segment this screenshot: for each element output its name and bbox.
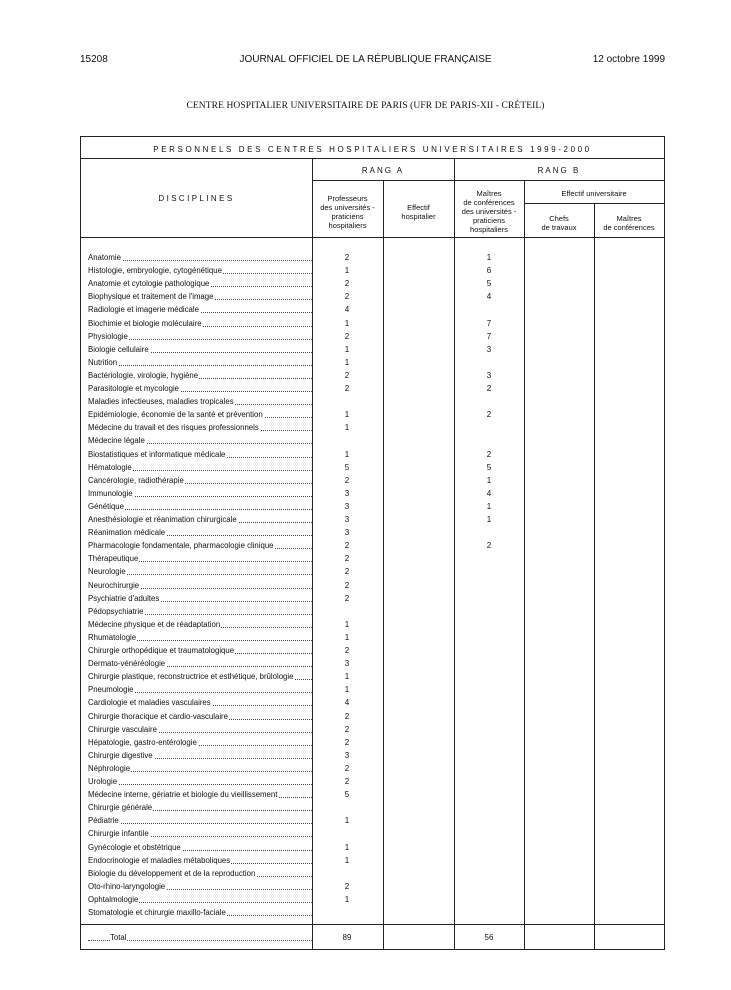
table-row <box>88 906 312 919</box>
discipline-label: Histologie, embryologie, cytogénétique <box>88 266 222 276</box>
table-row <box>88 356 312 369</box>
table-row <box>88 369 312 382</box>
table-row <box>88 290 312 303</box>
mcu-ph-value <box>479 723 499 736</box>
professeurs-header <box>312 194 383 230</box>
discipline-label: Chirurgie thoracique et cardio-vasculaire <box>88 711 228 721</box>
table-row <box>88 736 312 749</box>
mcu-ph-value <box>479 552 499 565</box>
table-row <box>88 644 312 657</box>
mcu-ph-value: 4 <box>486 292 492 302</box>
pu-ph-value: 2 <box>344 370 350 380</box>
col-divider-1 <box>312 158 313 949</box>
pu-ph-value <box>337 434 357 447</box>
table-row <box>88 421 312 434</box>
pu-ph-value: 3 <box>344 750 350 760</box>
table-row <box>88 382 312 395</box>
pu-ph-value: 1 <box>344 855 350 865</box>
mcu-ph-value: 1 <box>486 253 492 262</box>
maitres-conf-ph-header <box>454 189 524 234</box>
discipline-label: Nutrition <box>88 357 118 367</box>
pu-ph-value: 2 <box>344 881 350 891</box>
pu-ph-value: 2 <box>344 331 350 341</box>
discipline-label: Hématologie <box>88 462 132 472</box>
professeurs-header-line: hospitaliers <box>328 221 367 230</box>
mcu-ph-value <box>479 670 499 683</box>
pu-ph-value: 1 <box>344 685 350 695</box>
mcu-ph-value <box>479 788 499 801</box>
professeurs-header-line: praticiens <box>331 212 364 221</box>
publication-date: 12 octobre 1999 <box>592 54 665 65</box>
pu-ph-value: 1 <box>344 344 350 354</box>
pu-ph-value: 1 <box>344 672 350 682</box>
discipline-label: Ophtalmologie <box>88 894 139 904</box>
mcu-ph-value: 3 <box>486 344 492 354</box>
pu-ph-value <box>337 867 357 880</box>
pu-ph-value: 1 <box>344 266 350 276</box>
mcu-ph-value <box>479 841 499 854</box>
document-subtitle: CENTRE HOSPITALIER UNIVERSITAIRE DE PARIS (UFR DE PARIS-XII - CRÉTEIL) <box>186 101 545 111</box>
discipline-label: Chirurgie orthopédique et traumatologique <box>88 646 235 655</box>
pu-ph-value: 2 <box>344 724 350 734</box>
mcu-ph-value <box>479 579 499 592</box>
col-divider-2 <box>383 180 384 949</box>
discipline-label: Pédopsychiatrie <box>88 606 144 616</box>
discipline-label: Réanimation médicale <box>88 528 166 538</box>
mcu-ph-value: 1 <box>486 501 492 511</box>
total-mcu-ph: 56 <box>484 933 494 942</box>
pu-ph-value: 1 <box>344 632 350 642</box>
pu-ph-value <box>337 605 357 618</box>
discipline-label: Hépatologie, gastro-entérologie <box>88 737 197 747</box>
mcu-ph-value: 3 <box>486 370 492 380</box>
total-pu-ph: 89 <box>342 933 352 942</box>
pu-ph-value: 2 <box>344 711 350 721</box>
pu-ph-value: 5 <box>344 462 350 472</box>
mcu-ph-value <box>479 592 499 605</box>
discipline-label: Chirurgie plastique, reconstructrice et esthétique, brûlologie <box>88 672 294 682</box>
discipline-label: Neurologie <box>88 567 126 577</box>
pu-ph-value: 2 <box>344 763 350 773</box>
pu-ph-value: 2 <box>344 593 350 603</box>
table-row <box>88 749 312 762</box>
maitres-conferences-header <box>594 214 664 232</box>
discipline-label: Dermato-vénéréologie <box>88 659 166 669</box>
effectif-hospitalier-header-line: Effectif <box>407 203 430 212</box>
discipline-label: Chirurgie générale <box>88 803 153 813</box>
total-divider <box>81 924 664 925</box>
pu-ph-value: 1 <box>344 619 350 629</box>
total-label: Total <box>110 933 127 942</box>
pu-ph-value <box>337 801 357 814</box>
rang-divider <box>312 180 664 181</box>
table-row <box>88 762 312 775</box>
pu-ph-value: 1 <box>344 894 350 904</box>
table-row <box>88 526 312 539</box>
maitres-conferences-header-line: Maîtres <box>616 214 642 223</box>
discipline-label: Chirurgie vasculaire <box>88 724 157 734</box>
mcu-ph-value <box>479 565 499 578</box>
mcu-ph-value <box>479 906 499 919</box>
table-row <box>88 801 312 814</box>
discipline-label: Radiologie et imagerie médicale <box>88 305 199 315</box>
mcu-ph-value: 2 <box>486 449 492 459</box>
pu-ph-value: 1 <box>344 410 350 420</box>
mcu-ph-value: 6 <box>486 266 492 276</box>
discipline-label: Biologie du développement et de la reproduction <box>88 868 256 878</box>
maitres-conferences-header-line: de conférences <box>603 223 655 232</box>
discipline-label: Pharmacologie fondamentale, pharmacologie clinique <box>88 541 274 551</box>
disciplines-header: DISCIPLINES <box>158 194 235 203</box>
table-row <box>88 552 312 565</box>
mcu-ph-value: 7 <box>486 318 492 328</box>
mcu-ph-value <box>479 356 499 369</box>
pu-ph-value: 4 <box>344 698 350 708</box>
pu-ph-value: 2 <box>344 580 350 590</box>
pu-ph-value: 3 <box>344 528 350 538</box>
mcu-ph-value <box>479 801 499 814</box>
mcu-ph-value <box>479 303 499 316</box>
chefs-travaux-header <box>524 214 594 232</box>
pu-ph-value: 2 <box>344 777 350 786</box>
maitres-conf-ph-header-line: hospitaliers <box>470 225 508 234</box>
pu-ph-value: 2 <box>344 292 350 302</box>
pu-ph-value: 2 <box>344 475 350 485</box>
maitres-conf-ph-header-line: praticiens <box>472 216 506 225</box>
mcu-ph-value: 5 <box>486 462 492 472</box>
discipline-label: Neurochirurgie <box>88 580 140 590</box>
discipline-label: Pneumologie <box>88 685 134 695</box>
mcu-ph-value <box>479 434 499 447</box>
pu-ph-value: 2 <box>344 554 350 564</box>
total-row-label <box>88 931 312 944</box>
col-divider-5 <box>594 203 595 949</box>
pu-ph-value: 3 <box>344 659 350 669</box>
mcu-ph-value: 2 <box>486 384 492 393</box>
discipline-label: Thérapeutique <box>88 554 139 564</box>
discipline-label: Biologie cellulaire <box>88 344 149 354</box>
title-divider <box>81 158 664 159</box>
pu-ph-value <box>337 906 357 919</box>
mcu-ph-value <box>479 867 499 880</box>
discipline-label: Psychiatrie d'adultes <box>88 593 160 603</box>
table-row <box>88 827 312 840</box>
discipline-label: Pédiatrie <box>88 816 119 826</box>
discipline-label: Rhumatologie <box>88 632 137 642</box>
mcu-ph-value: 2 <box>486 541 492 551</box>
table-row <box>88 579 312 592</box>
mcu-ph-value: 2 <box>486 410 492 420</box>
pu-ph-value: 1 <box>344 449 350 459</box>
mcu-ph-value: 1 <box>486 515 492 524</box>
table-row <box>88 605 312 618</box>
mcu-ph-value <box>479 657 499 670</box>
pu-ph-value <box>337 395 357 408</box>
mcu-ph-value <box>479 696 499 709</box>
mcu-ph-value <box>479 854 499 867</box>
discipline-label: Biophysique et traitement de l'image <box>88 292 214 302</box>
mcu-ph-value: 7 <box>486 331 492 341</box>
table-row <box>88 330 312 343</box>
table-title: PERSONNELS DES CENTRES HOSPITALIERS UNIVERSITAIRES 1999-2000 <box>153 145 592 154</box>
table-row <box>88 683 312 696</box>
pu-ph-value: 1 <box>344 816 350 826</box>
table-row <box>88 592 312 605</box>
discipline-label: Gynécologie et obstétrique <box>88 842 181 852</box>
discipline-label: Anatomie <box>88 253 121 262</box>
mcu-ph-value: 4 <box>486 488 492 498</box>
pu-ph-value: 1 <box>344 357 350 367</box>
discipline-label: Chirurgie infantile <box>88 829 149 839</box>
pu-ph-value: 2 <box>344 279 350 289</box>
table-row <box>88 854 312 867</box>
discipline-label: Cancérologie, radiothérapie <box>88 475 184 485</box>
page-number: 15208 <box>80 54 108 65</box>
table-row <box>88 565 312 578</box>
mcu-ph-value <box>479 395 499 408</box>
mcu-ph-value <box>479 605 499 618</box>
discipline-label: Bactériologie, virologie, hygiène <box>88 370 199 380</box>
table-row <box>88 657 312 670</box>
discipline-label: Biochimie et biologie moléculaire <box>88 318 202 328</box>
mcu-ph-value: 1 <box>486 475 492 485</box>
effectif-hospitalier-header-line: hospitalier <box>401 212 436 221</box>
table-row <box>88 841 312 854</box>
rang-b-header: RANG B <box>537 166 581 175</box>
discipline-label: Epidémiologie, économie de la santé et prévention <box>88 410 263 420</box>
pu-ph-value: 3 <box>344 488 350 498</box>
col-divider-4 <box>524 180 525 949</box>
maitres-conf-ph-header-line: Maîtres <box>476 189 502 198</box>
pu-ph-value: 4 <box>344 305 350 315</box>
effectif-univ-divider <box>524 203 664 204</box>
pu-ph-value: 1 <box>344 423 350 433</box>
discipline-label: Stomatologie et chirurgie maxillo-faciale <box>88 908 226 917</box>
discipline-label: Endocrinologie et maladies métaboliques <box>88 855 231 865</box>
professeurs-header-line: des universités - <box>320 203 375 212</box>
table-row <box>88 723 312 736</box>
rang-a-header: RANG A <box>361 166 405 175</box>
chefs-travaux-header-line: Chefs <box>549 214 569 223</box>
table-row <box>88 710 312 723</box>
table-row <box>88 631 312 644</box>
mcu-ph-value <box>479 631 499 644</box>
discipline-label: Néphrologie <box>88 763 131 773</box>
effectif-universitaire-header: Effectif universitaire <box>561 189 627 198</box>
table-row <box>88 867 312 880</box>
table-row <box>88 893 312 906</box>
mcu-ph-value <box>479 880 499 893</box>
pu-ph-value: 3 <box>344 501 350 511</box>
table-row <box>88 788 312 801</box>
table-row <box>88 343 312 356</box>
professeurs-header-line: Professeurs <box>327 194 368 203</box>
chefs-travaux-header-line: de travaux <box>541 223 577 232</box>
table-row <box>88 448 312 461</box>
pu-ph-value <box>337 827 357 840</box>
discipline-label: Anesthésiologie et réanimation chirurgicale <box>88 515 237 524</box>
pu-ph-value: 2 <box>344 737 350 747</box>
discipline-label: Médecine interne, gériatrie et biologie du vieillissement <box>88 790 278 800</box>
pu-ph-value: 1 <box>344 842 350 852</box>
mcu-ph-value <box>479 814 499 827</box>
table-row <box>88 461 312 474</box>
table-row <box>88 880 312 893</box>
pu-ph-value: 1 <box>344 318 350 328</box>
mcu-ph-value <box>479 683 499 696</box>
table-row <box>88 539 312 552</box>
table-row <box>88 500 312 513</box>
table-row <box>88 513 312 526</box>
table-row <box>88 670 312 683</box>
mcu-ph-value <box>479 749 499 762</box>
discipline-label: Immunologie <box>88 488 133 498</box>
discipline-label: Parasitologie et mycologie <box>88 384 180 393</box>
discipline-label: Maladies infectieuses, maladies tropicales <box>88 397 234 407</box>
mcu-ph-value <box>479 644 499 657</box>
pu-ph-value: 2 <box>344 567 350 577</box>
pu-ph-value: 2 <box>344 253 350 262</box>
discipline-label: Génétique <box>88 501 124 511</box>
mcu-ph-value <box>479 775 499 788</box>
discipline-label: Physiologie <box>88 331 128 341</box>
table-row <box>88 814 312 827</box>
pu-ph-value: 5 <box>344 790 350 800</box>
table-row <box>88 408 312 421</box>
discipline-label: Médecine du travail et des risques professionnels <box>88 423 259 433</box>
pu-ph-value: 2 <box>344 384 350 393</box>
pu-ph-value: 2 <box>344 646 350 655</box>
maitres-conf-ph-header-line: de conférences <box>463 198 515 207</box>
table-row <box>88 474 312 487</box>
mcu-ph-value <box>479 827 499 840</box>
table-row <box>88 303 312 316</box>
mcu-ph-value: 5 <box>486 279 492 289</box>
table-row <box>88 395 312 408</box>
discipline-label: Médecine légale <box>88 436 145 446</box>
discipline-label: Oto-rhino-laryngologie <box>88 881 166 891</box>
table-row <box>88 618 312 631</box>
table-row <box>88 775 312 788</box>
journal-title: JOURNAL OFFICIEL DE LA RÉPUBLIQUE FRANÇAISE <box>239 54 492 65</box>
pu-ph-value: 2 <box>344 541 350 551</box>
maitres-conf-ph-header-line: des universités - <box>461 207 517 216</box>
discipline-label: Anatomie et cytologie pathologique <box>88 279 210 289</box>
mcu-ph-value <box>479 526 499 539</box>
mcu-ph-value <box>479 421 499 434</box>
effectif-hospitalier-header <box>383 203 454 221</box>
pu-ph-value: 3 <box>344 515 350 524</box>
table-row <box>88 277 312 290</box>
mcu-ph-value <box>479 762 499 775</box>
personnel-table <box>80 136 665 950</box>
table-row <box>88 317 312 330</box>
discipline-label: Biostatistiques et informatique médicale <box>88 449 226 459</box>
table-row <box>88 696 312 709</box>
table-row <box>88 487 312 500</box>
table-row <box>88 251 312 264</box>
mcu-ph-value <box>479 618 499 631</box>
col-divider-3 <box>454 158 455 949</box>
discipline-label: Médecine physique et de réadaptation <box>88 619 221 629</box>
mcu-ph-value <box>479 736 499 749</box>
mcu-ph-value <box>479 710 499 723</box>
mcu-ph-value <box>479 893 499 906</box>
table-row <box>88 264 312 277</box>
discipline-label: Chirurgie digestive <box>88 750 153 760</box>
discipline-label: Urologie <box>88 777 118 786</box>
discipline-label: Cardiologie et maladies vasculaires <box>88 698 211 708</box>
header-bottom-divider <box>81 237 664 238</box>
table-row <box>88 434 312 447</box>
